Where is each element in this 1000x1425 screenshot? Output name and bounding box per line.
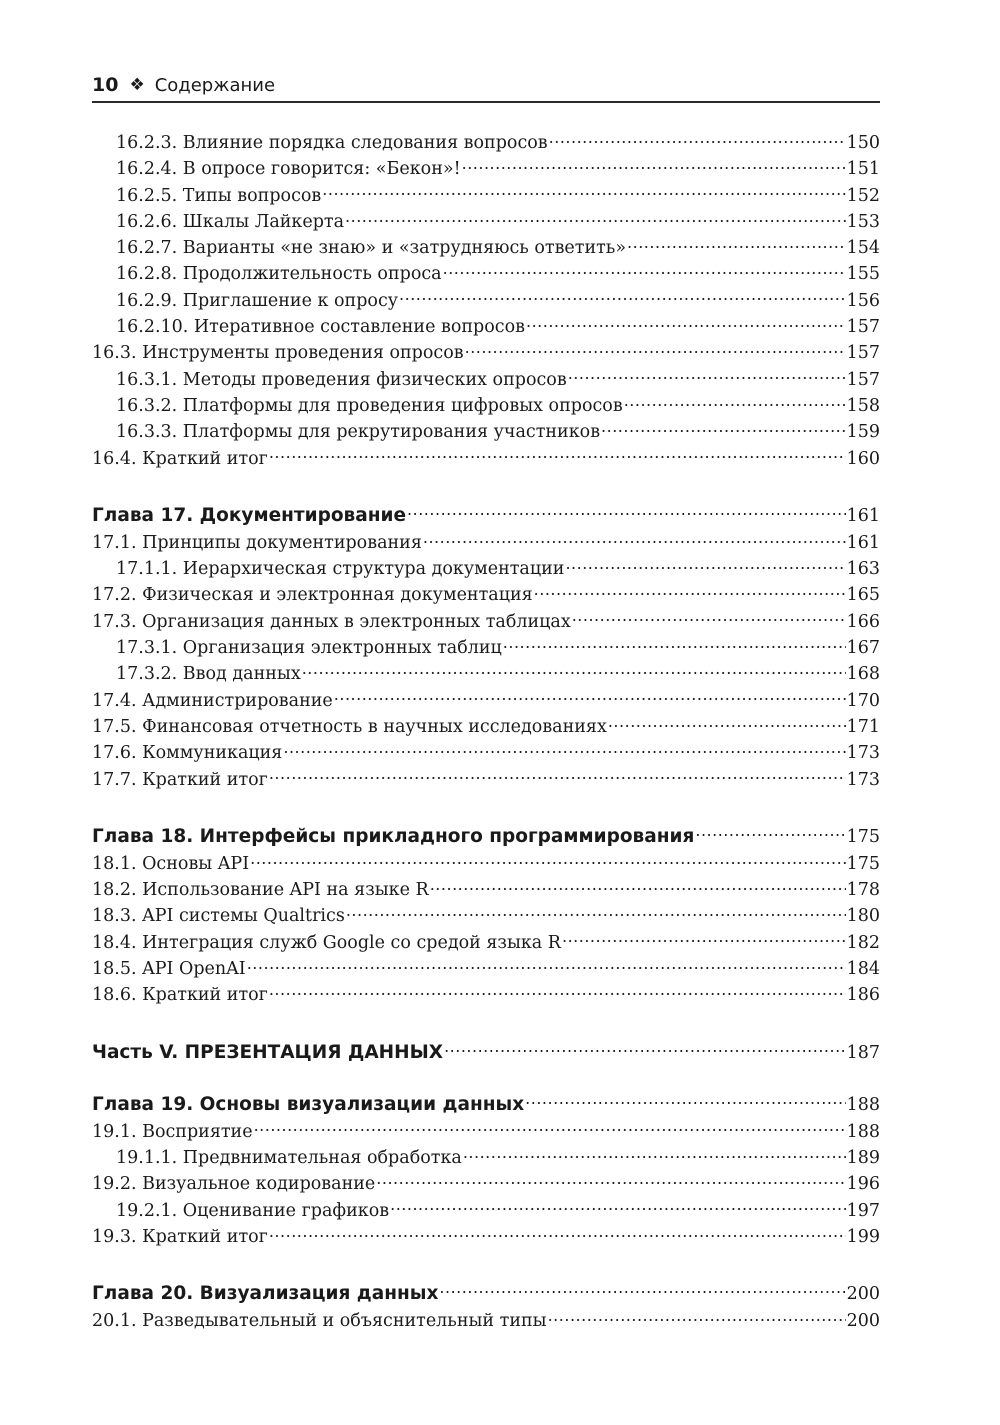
dot-leader: [390, 1198, 845, 1216]
dot-leader: [624, 393, 846, 411]
toc-entry-17-5[interactable]: [92, 714, 880, 740]
dot-leader: [443, 262, 846, 280]
dot-leader: [376, 1172, 845, 1190]
toc-entry-17-3[interactable]: [92, 609, 880, 635]
dot-leader: [423, 530, 846, 548]
toc-entry-page: 184: [846, 959, 880, 980]
toc-entry-19-1[interactable]: [92, 1119, 880, 1145]
toc-entry-18-6[interactable]: [92, 982, 880, 1008]
dot-leader: [525, 1091, 845, 1110]
toc-entry-title: 20.1. Разведывательный и объяснительный типы: [92, 1311, 547, 1332]
toc-entry-title: 17.1. Принципы документирования: [92, 532, 422, 553]
dot-leader: [549, 131, 846, 149]
toc-entry-page: 188: [846, 1121, 880, 1142]
toc-entry-page: 200: [846, 1311, 880, 1332]
dot-leader: [548, 1309, 846, 1327]
toc-entry-18-5[interactable]: [92, 956, 880, 982]
toc-entry-title: 16.3.3. Платформы для рекрутирования участников: [116, 422, 601, 443]
toc-entry-title: Глава 20. Визуализация данных: [92, 1283, 439, 1305]
toc-entry-page: 165: [846, 585, 880, 606]
dot-leader: [695, 823, 845, 842]
toc-entry-17-3-1[interactable]: [92, 635, 880, 661]
toc-entry-page: 154: [846, 238, 880, 259]
dot-leader: [345, 209, 846, 227]
toc-entry-page: 163: [846, 559, 880, 580]
toc-entry-17-1[interactable]: [92, 530, 880, 556]
toc-entry-title: 16.2.5. Типы вопросов: [116, 185, 322, 206]
toc-entry-title: Глава 18. Интерфейсы прикладного программирования: [92, 825, 695, 847]
toc-entry-page: 188: [846, 1094, 880, 1115]
toc-entry-page: 166: [846, 611, 880, 632]
toc-entry-page: 189: [846, 1147, 880, 1168]
toc-entry-17-7[interactable]: [92, 767, 880, 793]
toc-entry-page: 171: [846, 716, 880, 737]
toc-entry-page: 151: [846, 159, 880, 180]
toc-entry-title: 17.6. Коммуникация: [92, 743, 283, 764]
dot-leader: [465, 341, 846, 359]
toc-entry-title: 18.4. Интеграция служб Google со средой языка R: [92, 932, 561, 953]
toc-chapter-18[interactable]: [92, 823, 880, 851]
dot-leader: [254, 1119, 846, 1137]
toc-entry-page: 157: [846, 343, 880, 364]
toc-entry-page: 159: [846, 422, 880, 443]
dot-leader: [439, 1281, 845, 1300]
dot-leader: [250, 851, 845, 869]
toc-entry-title: 16.3.1. Методы проведения физических опросов: [116, 369, 567, 390]
toc-entry-page: 150: [846, 133, 880, 153]
toc-entry-title: 18.3. API системы Qualtrics: [92, 906, 345, 927]
toc-entry-title: 17.2. Физическая и электронная документация: [92, 585, 533, 606]
toc-chapter-20[interactable]: [92, 1280, 880, 1308]
toc-entry-17-1-1[interactable]: [92, 556, 880, 582]
toc-entry-18-4[interactable]: [92, 930, 880, 956]
dot-leader: [346, 904, 846, 922]
dot-leader: [572, 609, 846, 627]
toc-entry-16-3[interactable]: [92, 340, 880, 366]
toc-entry-17-4[interactable]: [92, 688, 880, 714]
running-head-title: Содержание: [154, 74, 276, 96]
page-number: 10: [92, 74, 119, 96]
toc-entry-page: 155: [846, 264, 880, 285]
toc-entry-title: 16.2.10. Итеративное составление вопросов: [116, 317, 525, 338]
dot-leader: [463, 1145, 846, 1163]
toc-entry-page: 160: [846, 448, 880, 469]
toc-entry-16-3-3[interactable]: [92, 419, 880, 445]
toc-entry-page: 187: [846, 1042, 880, 1063]
toc-entry-page: 197: [846, 1200, 880, 1221]
toc-entry-title: 17.7. Краткий итог: [92, 769, 268, 790]
dot-leader: [399, 288, 846, 306]
dot-leader: [526, 315, 846, 333]
dot-leader: [568, 367, 846, 385]
dot-leader: [627, 236, 846, 254]
toc-entry-page: 173: [846, 743, 880, 764]
toc-chapter-19[interactable]: [92, 1091, 880, 1119]
dot-leader: [269, 446, 846, 464]
dot-leader: [269, 983, 846, 1001]
toc-entry-title: Часть V. ПРЕЗЕНТАЦИЯ ДАННЫХ: [92, 1041, 444, 1063]
toc-entry-title: 17.3.1. Организация электронных таблиц: [116, 638, 502, 659]
toc-entry-title: 16.2.9. Приглашение к опросу: [116, 290, 399, 311]
header-rule: [92, 101, 880, 103]
toc-entry-title: 18.1. Основы API: [92, 853, 250, 874]
toc-entry-16-3-1[interactable]: [92, 367, 880, 393]
toc-entry-page: 156: [846, 290, 880, 311]
toc-entry-16-2-7[interactable]: [92, 235, 880, 261]
toc-entry-16-2-9[interactable]: [92, 288, 880, 314]
toc-entry-19-2[interactable]: [92, 1171, 880, 1197]
dot-leader: [283, 741, 845, 759]
toc-entry-19-3[interactable]: [92, 1224, 880, 1250]
toc-entry-18-2[interactable]: [92, 877, 880, 903]
toc-entry-page: 170: [846, 690, 880, 711]
dot-leader: [334, 688, 846, 706]
toc-entry-page: 196: [846, 1174, 880, 1195]
toc-entry-17-6[interactable]: [92, 740, 880, 766]
toc-entry-page: 158: [846, 395, 880, 416]
toc-entry-page: 153: [846, 211, 880, 232]
toc-entry-page: 180: [846, 906, 880, 927]
toc-entry-page: 161: [846, 505, 880, 526]
toc-entry-16-2-8[interactable]: [92, 261, 880, 287]
toc-entry-page: 178: [846, 880, 880, 901]
toc-entry-page: 175: [846, 853, 880, 874]
toc-entry-title: 16.3. Инструменты проведения опросов: [92, 343, 464, 364]
toc-entry-title: 16.2.7. Варианты «не знаю» и «затрудняюсь ответить»: [116, 238, 627, 259]
toc-entry-18-3[interactable]: [92, 903, 880, 929]
toc-entry-page: 157: [846, 369, 880, 390]
toc-entry-title: 17.1.1. Иерархическая структура документации: [116, 559, 565, 580]
toc-entry-page: 167: [846, 638, 880, 659]
toc-entry-19-2-1[interactable]: [92, 1198, 880, 1224]
toc-entry-16-2-10[interactable]: [92, 314, 880, 340]
toc-entry-page: 186: [846, 985, 880, 1006]
toc-entry-19-1-1[interactable]: [92, 1145, 880, 1171]
dot-leader: [407, 502, 846, 521]
toc-entry-17-2[interactable]: [92, 582, 880, 608]
toc-entry-title: 16.3.2. Платформы для проведения цифровых опросов: [116, 395, 623, 416]
toc-entry-16-4[interactable]: [92, 446, 880, 472]
toc-entry-title: 19.1.1. Предвнимательная обработка: [116, 1147, 462, 1168]
toc-entry-title: 16.2.4. В опросе говорится: «Бекон»!: [116, 159, 461, 180]
toc-entry-page: 168: [846, 664, 880, 685]
dot-leader: [430, 878, 846, 896]
toc-entry-title: 18.2. Использование API на языке R: [92, 880, 429, 901]
toc-entry-title: 17.4. Администрирование: [92, 690, 333, 711]
toc-entry-title: 19.3. Краткий итог: [92, 1226, 268, 1247]
toc-entry-title: 18.5. API OpenAI: [92, 959, 246, 980]
toc-entry-16-2-3[interactable]: [92, 130, 880, 156]
toc-entry-title: 19.1. Восприятие: [92, 1121, 253, 1142]
toc-entry-title: Глава 19. Основы визуализации данных: [92, 1093, 525, 1115]
dot-leader: [562, 930, 846, 948]
toc-entry-16-3-2[interactable]: [92, 393, 880, 419]
toc-entry-page: 173: [846, 769, 880, 790]
dot-leader: [462, 157, 846, 175]
toc-entry-title: 16.2.3. Влияние порядка следования вопросов: [116, 133, 548, 153]
toc-entry-title: 16.4. Краткий итог: [92, 448, 268, 469]
dot-leader: [269, 767, 846, 785]
dot-leader: [534, 583, 846, 601]
toc-entry-page: 200: [846, 1284, 880, 1305]
toc-entry-page: 199: [846, 1226, 880, 1247]
toc-entry-title: 19.2.1. Оценивание графиков: [116, 1200, 390, 1221]
toc-entry-title: Глава 17. Документирование: [92, 504, 407, 526]
dot-leader: [302, 662, 846, 680]
toc-entry-page: 157: [846, 317, 880, 338]
toc-entry-title: 19.2. Визуальное кодирование: [92, 1174, 376, 1195]
toc-entry-title: 17.5. Финансовая отчетность в научных исследованиях: [92, 716, 607, 737]
toc-entry-page: 182: [846, 932, 880, 953]
toc-entry-page: 152: [846, 185, 880, 206]
toc-entry-16-2-5[interactable]: [92, 183, 880, 209]
table-of-contents: [92, 130, 880, 1334]
toc-entry-17-3-2[interactable]: [92, 661, 880, 687]
toc-entry-16-2-6[interactable]: [92, 209, 880, 235]
ornament-icon: ❖: [129, 75, 145, 95]
dot-leader: [565, 557, 845, 575]
toc-entry-page: 175: [846, 826, 880, 847]
toc-chapter-17[interactable]: [92, 502, 880, 530]
toc-entry-18-1[interactable]: [92, 851, 880, 877]
dot-leader: [503, 636, 846, 654]
dot-leader: [322, 183, 845, 201]
toc-entry-title: 18.6. Краткий итог: [92, 985, 268, 1006]
toc-entry-title: 16.2.6. Шкалы Лайкерта: [116, 211, 345, 232]
dot-leader: [608, 714, 846, 732]
toc-part-5[interactable]: [92, 1039, 880, 1067]
toc-entry-page: 161: [846, 532, 880, 553]
toc-entry-title: 16.2.8. Продолжительность опроса: [116, 264, 442, 285]
toc-entry-20-1[interactable]: [92, 1308, 880, 1334]
toc-entry-title: 17.3.2. Ввод данных: [116, 664, 301, 685]
dot-leader: [601, 420, 846, 438]
toc-entry-title: 17.3. Организация данных в электронных таблицах: [92, 611, 571, 632]
toc-entry-16-2-4[interactable]: [92, 156, 880, 182]
dot-leader: [247, 957, 846, 975]
running-head: [92, 72, 880, 98]
dot-leader: [269, 1224, 846, 1242]
dot-leader: [444, 1039, 846, 1058]
